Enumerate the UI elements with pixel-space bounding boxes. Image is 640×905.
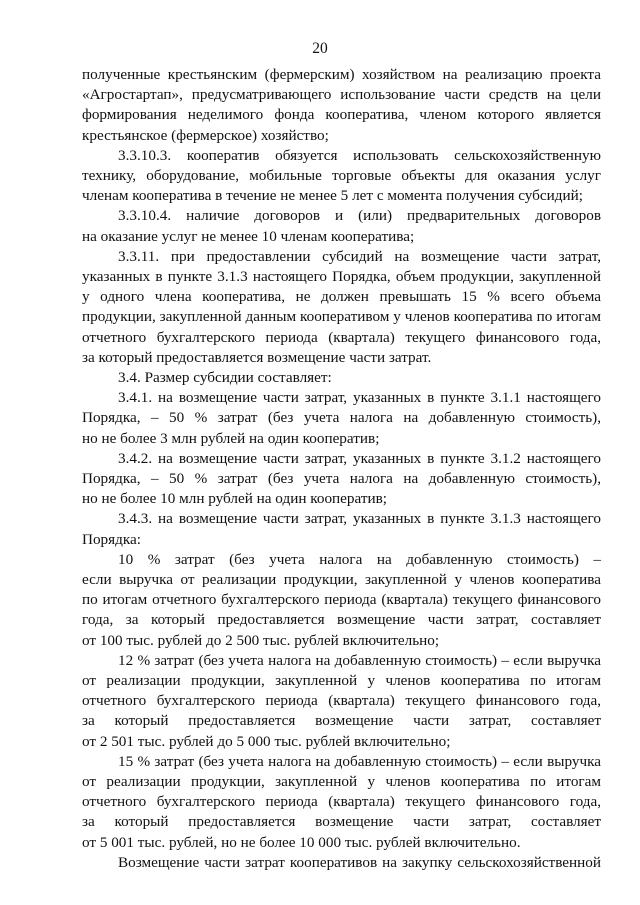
text-line: 3.3.10.3. кооператив обязуется использовать сельскохозяйственную — [118, 146, 601, 164]
text-line: Возмещение части затрат кооперативов на закупку сельскохозяйственной — [118, 853, 601, 871]
text-line: на оказание услуг не менее 10 членам кооператива; — [82, 227, 415, 245]
text-line: от 100 тыс. рублей до 2 500 тыс. рублей включительно; — [82, 631, 440, 649]
text-line: отчетного бухгалтерского периода (квартала) текущего финансового года, — [82, 328, 601, 346]
text-line: по итогам отчетного бухгалтерского периода (квартала) текущего финансового — [82, 591, 601, 609]
text-line: технику, оборудование, мобильные торговые объекты для оказания услуг — [82, 167, 601, 184]
text-line: крестьянское (фермерское) хозяйство; — [82, 126, 329, 144]
text-line: но не более 3 млн рублей на один кооператив; — [82, 429, 380, 447]
text-line: 12 % затрат (без учета налога на добавленную стоимость) – если выручка — [118, 651, 601, 669]
text-line: за который предоставляется возмещение части затрат, составляет — [82, 813, 601, 831]
text-line: формирования неделимого фонда кооператива, членом которого является — [82, 106, 601, 124]
text-line: от реализации продукции, закупленной у членов кооператива по итогам — [82, 672, 601, 689]
text-line: года, за который предоставляется возмещение части затрат, составляет — [82, 611, 601, 629]
text-line: отчетного бухгалтерского периода (квартала) текущего финансового года, — [82, 793, 601, 811]
text-line: «Агростартап», предусматривающего использование части средств на цели — [82, 86, 601, 104]
text-line: за который предоставляется возмещение части затрат, составляет — [82, 712, 601, 730]
text-line: но не более 10 млн рублей на один кооператив; — [82, 490, 388, 508]
text-line: 10 % затрат (без учета налога на добавленную стоимость) – — [118, 550, 601, 568]
text-line: 15 % затрат (без учета налога на добавленную стоимость) – если выручка — [118, 752, 601, 770]
text-line: от реализации продукции, закупленной у членов кооператива по итогам — [82, 773, 601, 790]
text-line: если выручка от реализации продукции, закупленной у членов кооператива — [82, 571, 601, 588]
text-line: от 2 501 тыс. рублей до 5 000 тыс. рублей включительно; — [82, 732, 451, 750]
text-line: членам кооператива в течение не менее 5 лет с момента получения субсидий; — [82, 187, 583, 205]
text-line: 3.4.3. на возмещение части затрат, указанных в пункте 3.1.3 настоящего — [118, 510, 601, 528]
text-line: указанных в пункте 3.1.3 настоящего Порядка, объем продукции, закупленной — [82, 268, 601, 285]
text-line: 3.3.11. при предоставлении субсидий на возмещение части затрат, — [118, 247, 601, 265]
text-line: 3.4. Размер субсидии составляет: — [118, 369, 332, 386]
text-line: у одного члена кооператива, не должен превышать 15 % всего объема — [82, 288, 601, 306]
text-line: продукции, закупленной данным кооперативом у членов кооператива по итогам — [82, 308, 601, 326]
text-line: отчетного бухгалтерского периода (квартала) текущего финансового года, — [82, 692, 601, 710]
page-number: 20 — [312, 40, 328, 57]
text-line: 3.3.10.4. наличие договоров и (или) предварительных договоров — [118, 207, 601, 225]
text-line: Порядка, – 50 % затрат (без учета налога на добавленную стоимость), — [82, 470, 601, 487]
text-line: 3.4.2. на возмещение части затрат, указанных в пункте 3.1.2 настоящего — [118, 449, 601, 467]
text-line: от 5 001 тыс. рублей, но не более 10 000 тыс. рублей включительно. — [82, 833, 521, 851]
text-line: за который предоставляется возмещение части затрат. — [82, 348, 432, 366]
text-line: Порядка: — [82, 530, 141, 548]
text-line: 3.4.1. на возмещение части затрат, указанных в пункте 3.1.1 настоящего — [118, 389, 601, 407]
text-line: Порядка, – 50 % затрат (без учета налога на добавленную стоимость), — [82, 409, 601, 427]
text-line: полученные крестьянским (фермерским) хозяйством на реализацию проекта — [82, 66, 601, 83]
